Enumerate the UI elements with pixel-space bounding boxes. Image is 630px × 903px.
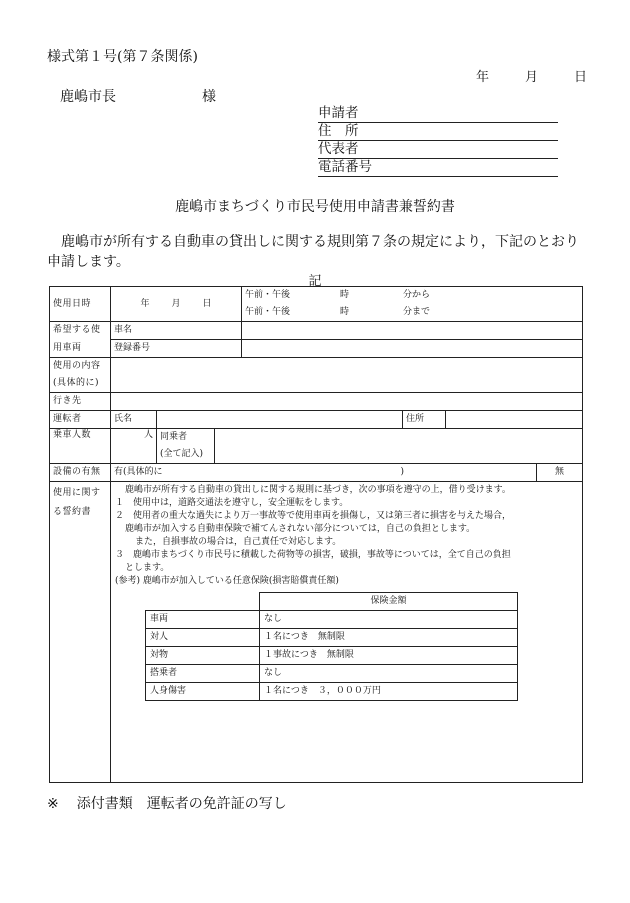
insurance-item: 車両 <box>146 611 260 629</box>
companions-label-2: (全て記入) <box>160 449 204 459</box>
table-row <box>50 411 583 429</box>
driver-name-label: 氏名 <box>111 411 157 429</box>
insurance-note: (参考) 鹿嶋市が加入している任意保険(損害賠償責任額) <box>115 576 339 586</box>
time-from-field[interactable] <box>242 287 583 305</box>
form-id: 様式第１号(第７条関係) <box>47 49 198 65</box>
use-day: 日 <box>202 298 212 309</box>
applicant-block <box>318 105 558 177</box>
plate-no-field[interactable] <box>242 340 583 358</box>
minutes-from: 分から <box>403 290 431 300</box>
date-day: 日 <box>574 70 588 85</box>
vehicle-label: 希望する使 <box>50 322 111 340</box>
applicant-label: 申請者 <box>318 105 359 121</box>
car-name-label: 車名 <box>111 322 242 340</box>
insurance-amount: １名につき 無制限 <box>260 629 518 647</box>
phone-field[interactable] <box>318 159 558 177</box>
ampm-until: 午前・午後 <box>245 307 291 317</box>
pledge-item-2a: ２ 使用者の重大な過失により万一事故等で使用車両を損傷し，又は第三者に損害を与えた場合， <box>115 511 512 521</box>
use-month: 月 <box>171 298 181 309</box>
attachment-mark: ※ <box>47 796 59 812</box>
equipment-close: ) <box>400 467 405 477</box>
equipment-label: 設備の有無 <box>50 464 111 482</box>
hour-from: 時 <box>340 290 350 300</box>
table-row <box>50 482 583 783</box>
equipment-no: 無 <box>555 467 565 477</box>
address-label: 住 所 <box>318 123 359 139</box>
address-field[interactable] <box>318 123 558 141</box>
insurance-amount: １名につき ３，０００万円 <box>260 683 518 701</box>
plate-no-label: 登録番号 <box>111 340 242 358</box>
purpose-field[interactable] <box>111 358 583 393</box>
insurance-item: 搭乗者 <box>146 665 260 683</box>
insurance-corner <box>146 593 260 611</box>
phone-label: 電話番号 <box>318 159 372 175</box>
pledge-label-1: 使用に関す <box>53 488 101 498</box>
table-row <box>146 665 518 683</box>
pledge-item-2b: 鹿嶋市が加入する自動車保険で補てんされない部分については，自己の負担とします。 <box>125 524 476 534</box>
insurance-header: 保険金額 <box>260 593 518 611</box>
table-row <box>146 629 518 647</box>
purpose-label: 使用の内容 <box>50 358 111 376</box>
pledge-item-3a: ３ 鹿嶋市まちづくり市民号に積載した荷物等の損害，破損，事故等については，全て自己の負担 <box>115 550 511 560</box>
driver-address-field[interactable] <box>446 411 583 429</box>
table-row <box>146 647 518 665</box>
representative-label: 代表者 <box>318 141 359 157</box>
ki-heading: 記 <box>308 274 322 289</box>
minutes-until: 分まで <box>403 307 431 317</box>
pledge-item-1: １ 使用中は，道路交通法を遵守し，安全運転をします。 <box>115 498 349 508</box>
use-datetime-label: 使用日時 <box>50 287 111 322</box>
driver-label: 運転者 <box>50 411 111 429</box>
persons-unit: 人 <box>143 430 153 440</box>
table-row <box>50 393 583 411</box>
date-line <box>476 66 587 85</box>
attachment-text: 運転者の免許証の写し <box>146 796 287 812</box>
passengers-count-field[interactable] <box>111 429 157 464</box>
pledge-item-3b: とします。 <box>125 563 170 573</box>
representative-field[interactable] <box>318 141 558 159</box>
addressee-name: 鹿嶋市長 <box>60 89 116 105</box>
table-row <box>146 611 518 629</box>
addressee <box>60 86 216 106</box>
driver-address-label: 住所 <box>403 411 446 429</box>
insurance-amount: なし <box>260 665 518 683</box>
insurance-item: 人身傷害 <box>146 683 260 701</box>
insurance-item: 対人 <box>146 629 260 647</box>
table-row <box>50 464 583 482</box>
date-year: 年 <box>476 70 490 85</box>
table-row <box>146 593 518 611</box>
companions-label-1: 同乗者 <box>160 432 188 442</box>
table-row <box>50 322 583 340</box>
application-table <box>49 286 583 783</box>
vehicle-label-cont: 用車両 <box>50 340 111 358</box>
passengers-label: 乗車人数 <box>50 429 111 464</box>
table-row <box>146 683 518 701</box>
equipment-yes-field[interactable] <box>111 464 537 482</box>
intro-text: 鹿嶋市が所有する自動車の貸出しに関する規則第７条の規定により，下記のとおり申請します。 <box>47 234 579 270</box>
insurance-amount: １事故につき 無制限 <box>260 647 518 665</box>
equipment-no-field[interactable] <box>537 464 583 482</box>
attachment-note <box>47 793 287 813</box>
attachment-label: 添付書類 <box>76 796 133 812</box>
insurance-item: 対物 <box>146 647 260 665</box>
pledge-item-2c: また，自損事故の場合は，自己責任で対応します。 <box>135 537 342 547</box>
equipment-yes: 有(具体的に <box>114 467 163 477</box>
hour-until: 時 <box>340 307 350 317</box>
pledge-intro: 鹿嶋市が所有する自動車の貸出しに関する規則に基づき，次の事項を遵守の上，借り受けます。 <box>125 485 511 495</box>
use-year: 年 <box>140 298 150 309</box>
table-row <box>50 340 583 358</box>
insurance-table <box>145 592 518 701</box>
table-row <box>50 287 583 305</box>
pledge-label <box>50 482 111 783</box>
time-until-field[interactable] <box>242 304 583 322</box>
destination-field[interactable] <box>111 393 583 411</box>
addressee-honorific: 様 <box>202 89 216 105</box>
pledge-content <box>111 482 583 783</box>
document-title: 鹿嶋市まちづくり市民号使用申請書兼誓約書 <box>175 199 455 215</box>
insurance-amount: なし <box>260 611 518 629</box>
table-row <box>50 358 583 376</box>
companions-label <box>157 429 215 464</box>
use-date-field[interactable] <box>111 287 242 322</box>
ampm-from: 午前・午後 <box>245 290 291 300</box>
pledge-label-2: る誓約書 <box>53 507 92 517</box>
destination-label: 行き先 <box>50 393 111 411</box>
purpose-label-cont: (具体的に) <box>50 375 111 393</box>
driver-name-field[interactable] <box>157 411 403 429</box>
companions-field[interactable] <box>215 429 583 464</box>
applicant-field[interactable] <box>318 105 558 123</box>
date-month: 月 <box>525 70 539 85</box>
car-name-field[interactable] <box>242 322 583 340</box>
